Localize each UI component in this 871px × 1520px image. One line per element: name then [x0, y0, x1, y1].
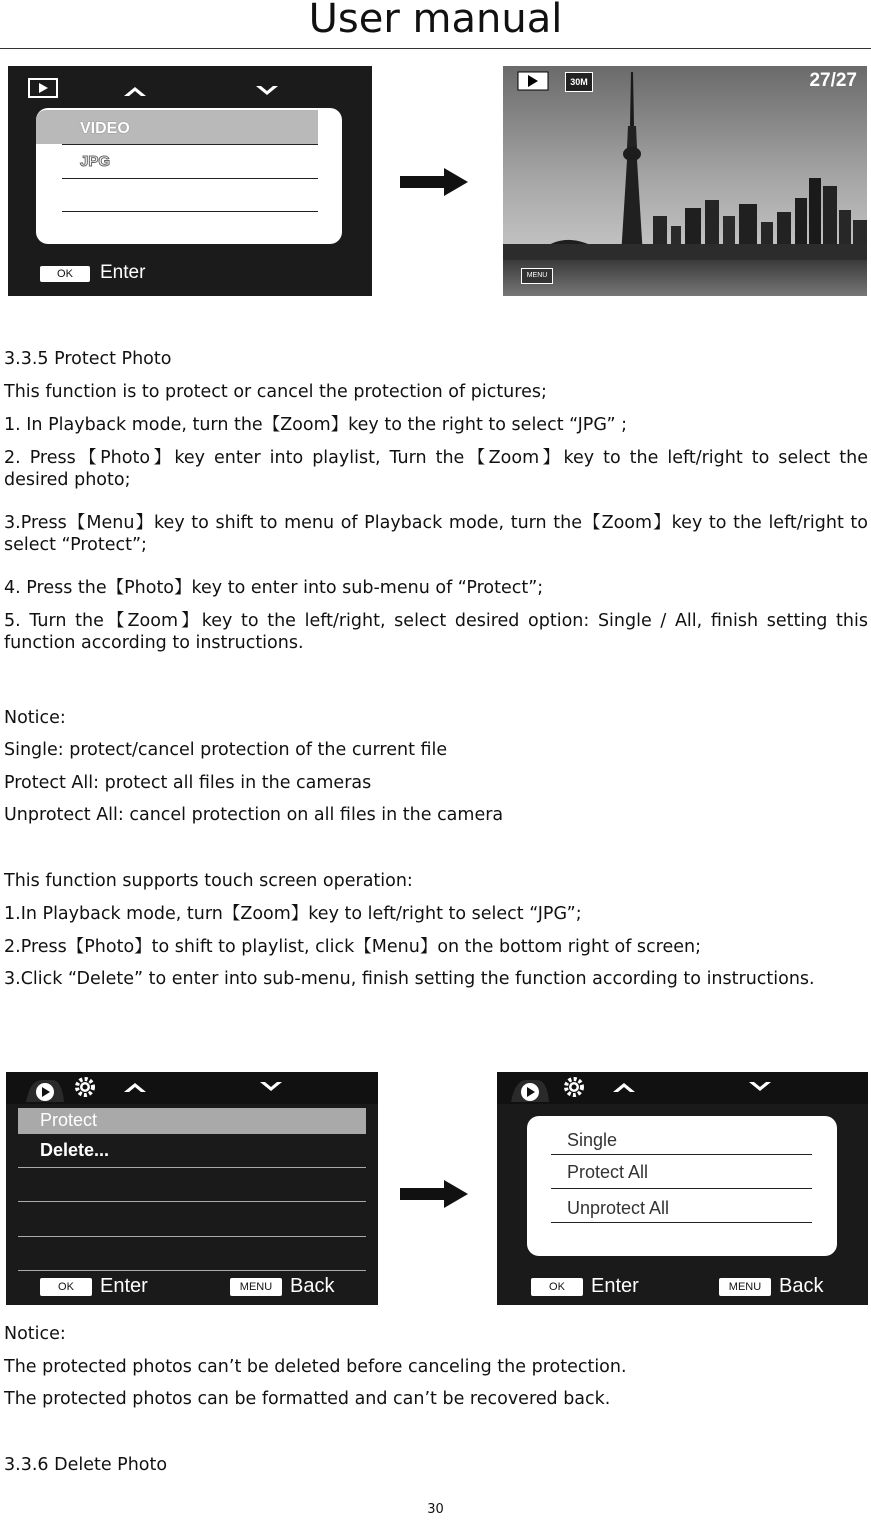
ok-key-badge[interactable]: OK: [40, 1278, 92, 1296]
arrow-up-icon[interactable]: [122, 1080, 148, 1094]
option-unprotect-all[interactable]: Unprotect All: [567, 1198, 670, 1218]
touch-heading: This function supports touch screen operation:: [4, 871, 413, 891]
resolution-badge: 30M: [565, 72, 593, 92]
menu-divider: [18, 1236, 366, 1237]
ok-key-badge: OK: [40, 266, 90, 282]
paragraph: 2. Press【Photo】key enter into playlist, Turn the【Zoom】key to the left/right to select the desired photo;: [4, 448, 868, 490]
menu-item-protect[interactable]: Protect: [40, 1110, 98, 1130]
option-single[interactable]: Single: [567, 1130, 618, 1150]
paragraph: 4. Press the【Photo】key to enter into sub-menu of “Protect”;: [4, 578, 544, 598]
arrow-up-icon[interactable]: [611, 1080, 637, 1094]
menu-divider: [62, 211, 318, 212]
arrow-down-icon[interactable]: [258, 1080, 284, 1094]
menu-divider: [18, 1270, 366, 1271]
menu-divider: [18, 1201, 366, 1202]
back-label: Back: [290, 1275, 335, 1297]
paragraph: 3.Press【Menu】key to shift to menu of Playback mode, turn the【Zoom】key to the left/right to select “Protect”;: [4, 513, 868, 555]
gear-icon[interactable]: [563, 1076, 585, 1098]
enter-label: Enter: [591, 1275, 639, 1297]
menu-item-delete[interactable]: Delete...: [40, 1140, 110, 1160]
type-menu-selection: [36, 110, 318, 144]
ok-key-badge[interactable]: OK: [531, 1278, 583, 1296]
menu-divider: [551, 1222, 812, 1223]
play-tab-icon[interactable]: [26, 1078, 64, 1102]
page-header-title: User manual: [308, 0, 563, 42]
notice-heading: Notice:: [4, 708, 66, 728]
screen-playback-menu: [6, 1072, 378, 1305]
paragraph: 1. In Playback mode, turn the【Zoom】key to the right to select “JPG” ;: [4, 415, 628, 435]
menu-item-jpg[interactable]: JPG: [80, 153, 111, 170]
notice-item: The protected photos can be formatted and can’t be recovered back.: [4, 1389, 611, 1409]
notice-heading: Notice:: [4, 1324, 66, 1344]
play-icon: [517, 71, 549, 91]
menu-divider: [551, 1154, 812, 1155]
touch-step: 1.In Playback mode, turn【Zoom】key to left/right to select “JPG”;: [4, 904, 582, 924]
menu-divider: [551, 1188, 812, 1189]
menu-key-badge[interactable]: MENU: [719, 1278, 771, 1296]
arrow-up-icon: [122, 84, 148, 98]
header-divider: [0, 48, 871, 49]
menu-key-badge[interactable]: MENU: [521, 268, 553, 284]
arrow-right-icon: [400, 166, 470, 198]
arrow-down-icon[interactable]: [747, 1080, 773, 1094]
section-heading: 3.3.6 Delete Photo: [4, 1455, 168, 1475]
menu-key-badge[interactable]: MENU: [230, 1278, 282, 1296]
menu-tab-strip: [497, 1072, 868, 1104]
screen-photo-playback: [503, 66, 867, 296]
menu-divider: [62, 144, 318, 145]
touch-step: 2.Press【Photo】to shift to playlist, click【Menu】on the bottom right of screen;: [4, 937, 701, 957]
touch-step: 3.Click “Delete” to enter into sub-menu, finish setting the function according to instructions.: [4, 969, 815, 989]
play-tab-icon[interactable]: [511, 1078, 549, 1102]
section-heading: 3.3.5 Protect Photo: [4, 349, 172, 369]
menu-divider: [18, 1167, 366, 1168]
play-icon: [28, 78, 58, 98]
notice-item: Single: protect/cancel protection of the current file: [4, 740, 448, 760]
paragraph: 5. Turn the【Zoom】key to the left/right, select desired option: Single / All, finish setting this function according to instructions.: [4, 611, 868, 653]
notice-item: Unprotect All: cancel protection on all files in the camera: [4, 805, 504, 825]
menu-item-video[interactable]: VIDEO: [80, 120, 130, 137]
menu-divider: [62, 178, 318, 179]
back-label: Back: [779, 1275, 824, 1297]
option-protect-all[interactable]: Protect All: [567, 1162, 649, 1182]
paragraph: This function is to protect or cancel the protection of pictures;: [4, 382, 547, 402]
page-number: 30: [427, 1502, 444, 1517]
notice-item: The protected photos can’t be deleted before canceling the protection.: [4, 1357, 627, 1377]
arrow-right-icon: [400, 1178, 470, 1210]
city-skyline-photo: [503, 66, 867, 296]
enter-label: Enter: [100, 1275, 148, 1297]
notice-item: Protect All: protect all files in the cameras: [4, 773, 372, 793]
gear-icon[interactable]: [74, 1076, 96, 1098]
screen-playback-type-menu: [8, 66, 372, 296]
enter-label: Enter: [100, 262, 146, 283]
screen-protect-submenu: [497, 1072, 868, 1305]
image-counter: 27/27: [809, 70, 857, 91]
arrow-down-icon: [254, 84, 280, 98]
